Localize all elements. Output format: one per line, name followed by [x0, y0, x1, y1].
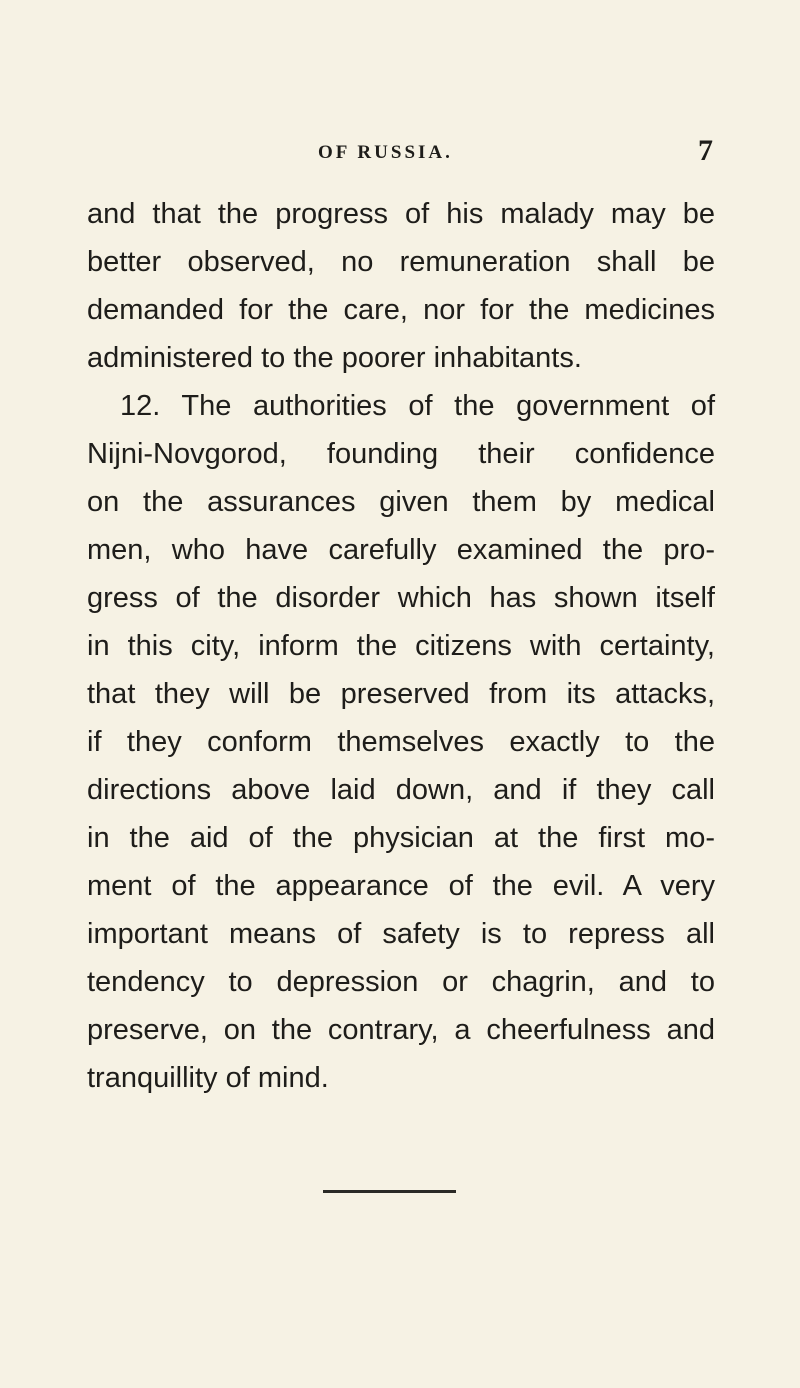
text-line: tendency to depression or chagrin, and to — [87, 966, 715, 998]
running-title: OF RUSSIA. — [318, 142, 453, 163]
paragraph-start-line: 12. The authorities of the government of — [120, 390, 715, 422]
running-head — [0, 136, 800, 170]
text-line: that they will be preserved from its attacks, — [87, 678, 715, 710]
text-line: preserve, on the contrary, a cheerfulness and — [87, 1014, 715, 1046]
text-line: administered to the poorer inhabitants. — [87, 342, 582, 374]
text-line: better observed, no remuneration shall be — [87, 246, 715, 278]
text-line: tranquillity of mind. — [87, 1062, 329, 1094]
text-line: ment of the appearance of the evil. A very — [87, 870, 715, 902]
text-line: important means of safety is to repress all — [87, 918, 715, 950]
body-text — [87, 190, 715, 1102]
text-line: and that the progress of his malady may be — [87, 198, 715, 230]
text-line: gress of the disorder which has shown itself — [87, 582, 715, 614]
text-line: in the aid of the physician at the first mo- — [87, 822, 715, 854]
text-line: men, who have carefully examined the pro- — [87, 534, 715, 566]
text-line: on the assurances given them by medical — [87, 486, 715, 518]
text-line: directions above laid down, and if they call — [87, 774, 715, 806]
text-line: Nijni-Novgorod, founding their confidence — [87, 438, 715, 470]
text-line: if they conform themselves exactly to the — [87, 726, 715, 758]
text-line: in this city, inform the citizens with certainty, — [87, 630, 715, 662]
page-number: 7 — [698, 134, 713, 167]
text-line: demanded for the care, nor for the medicines — [87, 294, 715, 326]
section-end-rule — [323, 1190, 456, 1193]
